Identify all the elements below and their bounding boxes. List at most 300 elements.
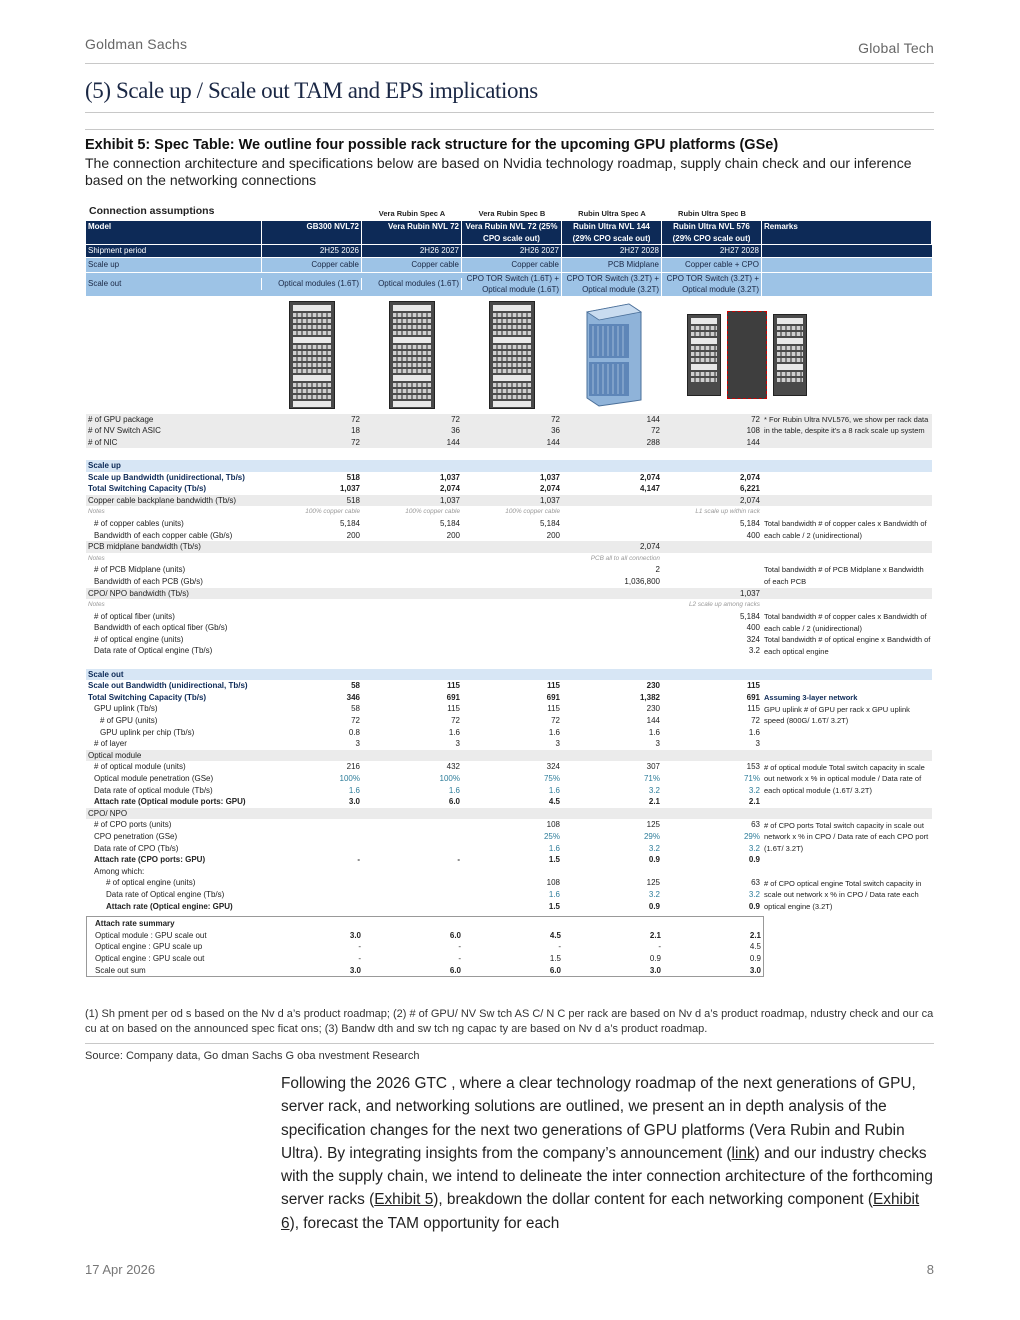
cell-value (362, 576, 462, 588)
cell-value (562, 495, 662, 507)
scale-up-header: Scale up (86, 460, 932, 472)
shipment-cell: 2H27 2028 (562, 245, 662, 257)
cell-value: 1,037 (439, 495, 460, 505)
scaleup-tech-cell: PCB Midplane (562, 258, 662, 272)
cell-value (462, 611, 562, 623)
cell-value: 5,184 (339, 518, 360, 528)
brand-name: Goldman Sachs (85, 36, 188, 52)
cell-value (362, 634, 462, 646)
spec-label: Vera Rubin Spec A (378, 209, 446, 218)
cell-value: 25% (543, 831, 560, 841)
cell-value (362, 541, 462, 553)
cell-value: - (558, 942, 561, 952)
model-cell: Rubin Ultra NVL 144 (29% CPO scale out) (562, 221, 662, 244)
cell-value: 3.2 (748, 646, 760, 656)
cell-value (362, 588, 462, 600)
cell-value: 6,221 (739, 484, 760, 494)
section-title: (5) Scale up / Scale out TAM and EPS implications (85, 78, 538, 103)
cell-value: 3.2 (748, 889, 760, 899)
spec-table (86, 204, 932, 977)
cell-value: 29% (743, 831, 760, 841)
row-label: Notes (88, 601, 105, 609)
row-label: Among which: (94, 866, 145, 876)
cell-value: 3 (555, 739, 560, 749)
cell-value: 324 (546, 762, 560, 772)
cell-value: 691 (446, 692, 460, 702)
cell-value: 432 (446, 762, 460, 772)
cell-value: 1.6 (748, 727, 760, 737)
row-label: Optical module (88, 750, 142, 760)
cell-value: 4,147 (639, 484, 660, 494)
cpo-remark: # of CPO ports Total switch capacity in scale out network x % in CPO / Data rate of each CPO port (1.6T/ 3.2T) (764, 820, 929, 853)
cell-value: - (457, 855, 460, 865)
scaleup-tech-cell: Copper cable (362, 258, 462, 272)
table-row (86, 472, 932, 484)
row-label: Notes (88, 508, 105, 516)
cell-value: 1.6 (548, 843, 560, 853)
cell-value: 518 (346, 495, 360, 505)
cell-value (262, 564, 362, 576)
table-row (86, 541, 932, 553)
pcb-remark: Total bandwidth # of PCB Midplane x Bandwidth of each PCB (764, 564, 924, 586)
cell-value: 200 (546, 530, 560, 540)
cell-value: 1,037 (339, 484, 360, 494)
scaleout-tech-cell: Optical modules (1.6T) (262, 278, 362, 290)
scaleout-tech-cell: CPO TOR Switch (3.2T) + Optical module (3.2T) (562, 273, 662, 296)
cell-value (262, 819, 362, 831)
cell-value: 100% copper cable (405, 508, 460, 516)
cell-value: 71% (643, 774, 660, 783)
row-label: # of CPO ports (units) (94, 820, 172, 830)
cell-value (362, 599, 462, 611)
cell-value (562, 622, 662, 634)
row-label: Optical engine : GPU scale up (95, 942, 203, 952)
row-label: Total Switching Capacity (Tb/s) (88, 692, 207, 702)
connection-assumptions-label: Connection assumptions (89, 205, 215, 217)
cell-value (262, 645, 362, 657)
cell-value (562, 530, 662, 542)
title-divider (85, 112, 934, 113)
cell-value (362, 866, 462, 878)
cell-value: 58 (351, 704, 360, 714)
cell-value: 1,037 (539, 495, 560, 505)
cell-value: 3.2 (648, 889, 660, 899)
row-label: # of optical module (units) (94, 762, 186, 772)
cell-value: 1,382 (639, 692, 660, 702)
row-label: Optical module penetration (GSe) (94, 774, 214, 783)
row-label: # of GPU (units) (100, 716, 158, 726)
cell-value: 200 (346, 530, 360, 540)
model-cell: Vera Rubin NVL 72 (362, 221, 462, 244)
counts-block (86, 414, 932, 449)
cell-value (262, 622, 362, 634)
table-row (87, 930, 763, 942)
cell-value: PCB all to all connection (590, 554, 660, 562)
cell-value: 100% (339, 774, 360, 783)
cell-value: 72 (351, 716, 360, 726)
cell-value: 153 (746, 762, 760, 772)
spec-label: Rubin Ultra Spec A (578, 209, 646, 218)
scaleup-tech-cell: Copper cable (262, 258, 362, 272)
scaleout-tech-label: Scale out (86, 278, 262, 290)
cell-value: 3.2 (648, 843, 660, 853)
cell-value (562, 866, 662, 878)
summary-header: Attach rate summary (95, 919, 175, 929)
cell-value: 4.5 (749, 942, 761, 952)
footer-date: 17 Apr 2026 (85, 1262, 156, 1277)
exhibit-5-link[interactable]: Exhibit 5 (374, 1191, 434, 1209)
cell-value (462, 588, 562, 600)
cell-value: 0.9 (749, 953, 761, 963)
cell-value: 6.0 (549, 965, 561, 975)
row-label: Bandwidth of each copper cable (Gb/s) (94, 530, 233, 540)
row-label: Bandwidth of each PCB (Gb/s) (94, 576, 203, 586)
cell-value (562, 808, 662, 820)
row-label: Scale out sum (95, 965, 146, 975)
cell-value: 115 (547, 704, 560, 714)
exhibit-divider (85, 129, 934, 130)
cell-value: 3.0 (349, 965, 361, 975)
cell-value (662, 553, 762, 565)
cell-value: 2,074 (639, 472, 660, 482)
table-row (86, 750, 932, 762)
row-label: Optical engine : GPU scale out (95, 953, 205, 963)
engine-remark: Total bandwidth # of optical engine x Bandwidth of each optical engine (764, 634, 931, 656)
cell-value: 125 (646, 820, 660, 830)
cell-value: 63 (751, 878, 760, 888)
cell-value: - (458, 942, 461, 952)
cell-value: 115 (447, 681, 460, 691)
cell-value: 2,074 (539, 484, 560, 494)
cell-value (362, 889, 462, 901)
cell-value: 6.0 (449, 965, 461, 975)
cell-value: 5,184 (439, 518, 460, 528)
cell-value: 3.0 (649, 965, 661, 975)
cell-value (262, 808, 362, 820)
cell-value: 71% (743, 774, 760, 783)
cell-value: 518 (346, 472, 360, 482)
table-row (87, 953, 763, 965)
cell-value: 3.0 (349, 930, 361, 940)
table-row (86, 506, 932, 518)
cell-value: 58 (351, 681, 360, 691)
table-row (86, 808, 932, 820)
cell-value (562, 599, 662, 611)
cell-value: 2,074 (639, 542, 660, 552)
row-label: Optical module : GPU scale out (95, 930, 207, 940)
cell-value (262, 843, 362, 855)
model-cell: Rubin Ultra NVL 576 (29% CPO scale out) (662, 221, 762, 244)
cell-value: 5,184 (739, 518, 760, 528)
fiber-remark: Total bandwidth # of copper cales x Bandwidth of each cable / 2 (unidirectional) (764, 611, 927, 633)
cell-value: 1,037 (739, 588, 760, 598)
cell-value: 2.1 (648, 797, 660, 807)
cell-value: 6.0 (448, 797, 460, 807)
shipment-cell: 2H26 2027 (362, 245, 462, 257)
uplink-remark: GPU uplink # of GPU per rack x GPU uplink speed (800G/ 1.6T/ 3.2T) (764, 704, 910, 726)
cell-value: 3.2 (748, 843, 760, 853)
cell-value (562, 634, 662, 646)
cell-value: 1.5 (549, 953, 561, 963)
scale-out-block (86, 669, 932, 912)
cell-value: 3 (655, 739, 660, 749)
row-label: GPU uplink (Tb/s) (94, 704, 158, 714)
count-row: # of GPU package 72 72 72 144 72 (86, 414, 932, 426)
cell-value: 1.6 (648, 727, 660, 737)
cell-value: - (458, 953, 461, 963)
row-label: Total Switching Capacity (Tb/s) (88, 484, 207, 494)
cell-value (662, 750, 762, 762)
cell-value: 4.5 (548, 797, 560, 807)
switch-rack-image (727, 311, 767, 399)
model-cell: Vera Rubin NVL 72 (25% CPO scale out) (462, 221, 562, 244)
cell-value (562, 518, 662, 530)
rack-image (462, 296, 562, 414)
cell-value: 3.2 (748, 785, 760, 795)
cell-value: 0.9 (649, 953, 661, 963)
cell-value (362, 750, 462, 762)
nvl576-rack-group (662, 296, 832, 414)
announcement-link[interactable]: link (731, 1144, 755, 1162)
cell-value (362, 808, 462, 820)
cell-value: 1.6 (448, 785, 460, 795)
cell-value (362, 564, 462, 576)
table-row (87, 965, 763, 977)
remarks-header: Remarks (762, 221, 932, 244)
count-row: # of NV Switch ASIC 18 36 36 72 108 (86, 425, 932, 437)
cell-value (362, 553, 462, 565)
cell-value: - (658, 942, 661, 952)
cell-value: 324 (746, 634, 760, 644)
cell-value: 3.0 (749, 965, 761, 975)
cell-value: 2,074 (739, 472, 760, 482)
model-cell: GB300 NVL72 (262, 221, 362, 244)
cell-value (262, 634, 362, 646)
row-label: Bandwidth of each optical fiber (Gb/s) (94, 623, 228, 633)
cell-value: 1.5 (548, 901, 560, 911)
module-remark: # of optical module Total switch capacity in scale out network x % in optical module / Data rate of each optical module (1.6T/ 3.2T) (764, 762, 925, 795)
rack-image (362, 296, 462, 414)
header-divider (85, 63, 934, 64)
cell-value: - (357, 855, 360, 865)
row-label: # of PCB Midplane (units) (94, 565, 186, 575)
cell-value: 1.6 (548, 785, 560, 795)
cell-value (262, 866, 362, 878)
row-label: GPU uplink per chip (Tb/s) (100, 727, 195, 737)
cell-value (262, 611, 362, 623)
scaleup-tech-row (86, 258, 932, 272)
row-label: Attach rate (Optical engine: GPU) (106, 901, 233, 911)
cell-value: 5,184 (739, 611, 760, 621)
row-label: Attach rate (Optical module ports: GPU) (94, 797, 246, 807)
row-label: Data rate of Optical engine (Tb/s) (94, 646, 213, 656)
exhibit-6-link[interactable]: Exhibit 6 (281, 1191, 920, 1232)
table-notes: (1) Sh pment per od s based on the Nv d a’s product roadmap; (2) # of GPU/ NV Sw tch AS C/ N C per rack are based on Nv d a’s product roadmap, ndustry check and our ca cu at on based on the announced spec ficat ons; (3) Bandw dth and sw tch ng capac ty are based on Nv d a’s product roadmap. (85, 1008, 934, 1035)
scale-up-block (86, 460, 932, 657)
cell-value: 691 (746, 692, 760, 702)
cell-value: 1.6 (548, 727, 560, 737)
cell-value (462, 599, 562, 611)
cell-value (462, 866, 562, 878)
cell-value (362, 843, 462, 855)
scaleup-tech-cell: Copper cable (462, 258, 562, 272)
body-paragraph: Following the 2026 GTC , where a clear technology roadmap of the next generations of GPU, server rack, and networking solutions are outlined, we present an in depth analysis of the specification changes for the next two generations of GPU platforms (Vera Rubin and Rubin Ultra). By integrating insights from the company’s announcement (link) and our industry checks with the supply chain, we intend to delineate the inter connection architecture of the forthcoming server racks (Exhibit 5), breakdown the dollar content for each networking component (Exhibit 6), forecast the TAM opportunity for each (281, 1075, 933, 1232)
table-row (86, 553, 932, 565)
cell-value: 200 (446, 530, 460, 540)
cell-value (362, 645, 462, 657)
rack-images-row (86, 296, 932, 414)
table-row (87, 941, 763, 953)
rack-image (262, 296, 362, 414)
engine-remark: # of CPO optical engine Total switch capacity in scale out network x % in CPO / Data rate each optical engine (3.2T) (764, 878, 922, 911)
cell-value (662, 576, 762, 588)
cell-value: 0.9 (648, 855, 660, 865)
scaleout-tech-cell: CPO TOR Switch (3.2T) + Optical module (3.2T) (662, 273, 762, 296)
cell-value (262, 588, 362, 600)
cell-value: 1.6 (548, 889, 560, 899)
cell-value (662, 564, 762, 576)
cell-value: 1.5 (548, 855, 560, 865)
cell-value (362, 877, 462, 889)
cell-value: 2,074 (739, 495, 760, 505)
shipment-label: Shipment period (86, 245, 262, 257)
cell-value (562, 645, 662, 657)
cell-value: 144 (646, 716, 660, 726)
cell-value: 1.6 (448, 727, 460, 737)
row-label: # of layer (94, 739, 127, 749)
cell-value: 3.0 (348, 797, 360, 807)
cell-value (362, 901, 462, 913)
cell-value: - (358, 953, 361, 963)
page-number: 8 (926, 1262, 934, 1277)
cell-value (262, 750, 362, 762)
row-label: Attach rate (CPO ports: GPU) (94, 855, 206, 865)
spec-label-row (86, 204, 932, 221)
table-row (86, 588, 932, 600)
cell-value: 1,037 (439, 472, 460, 482)
cell-value: 5,184 (539, 518, 560, 528)
row-label: Data rate of CPO (Tb/s) (94, 843, 179, 853)
cell-value: 230 (646, 704, 660, 714)
cell-value (262, 889, 362, 901)
row-label: # of optical engine (units) (94, 634, 184, 644)
cell-value (562, 750, 662, 762)
cell-value: 100% (439, 774, 460, 783)
row-label: Data rate of optical module (Tb/s) (94, 785, 213, 795)
cell-value: 1,037 (539, 472, 560, 482)
cell-value: 115 (747, 704, 760, 714)
cell-value: 3 (455, 739, 460, 749)
cell-value: 2 (655, 565, 660, 575)
cell-value: 0.9 (748, 901, 760, 911)
section-label: Global Tech (858, 40, 934, 56)
cell-value (662, 541, 762, 553)
table-row (86, 738, 932, 750)
cell-value: 2,074 (439, 484, 460, 494)
cell-value (262, 831, 362, 843)
row-label: # of optical engine (units) (106, 878, 196, 888)
cell-value: 3 (755, 739, 760, 749)
kyber-rack-icon (579, 302, 645, 408)
row-label: Data rate of Optical engine (Tb/s) (106, 889, 225, 899)
row-label: # of copper cables (units) (94, 518, 184, 528)
cell-value (462, 541, 562, 553)
cell-value: 4.5 (549, 930, 561, 940)
cell-value: 125 (646, 878, 660, 888)
cell-value: 2.1 (748, 797, 760, 807)
notes-divider (85, 1043, 934, 1044)
cell-value: 0.9 (748, 855, 760, 865)
row-label: PCB midplane bandwidth (Tb/s) (88, 542, 201, 552)
attach-rate-summary (86, 916, 764, 977)
exhibit-title: Exhibit 5: Spec Table: We outline four possible rack structure for the upcoming GPU platforms (GSe) (85, 137, 779, 153)
table-row (86, 796, 932, 808)
cell-value (462, 564, 562, 576)
cell-value: 29% (643, 831, 660, 841)
cell-value: L1 scale up within rack (695, 508, 760, 516)
spec-label: Vera Rubin Spec B (478, 209, 546, 218)
cell-value: 3 (355, 739, 360, 749)
cell-value (462, 808, 562, 820)
spec-label: Rubin Ultra Spec B (678, 209, 746, 218)
cell-value: 100% copper cable (505, 508, 560, 516)
cell-value: 115 (747, 681, 760, 691)
cell-value: 346 (346, 692, 360, 702)
cell-value (462, 576, 562, 588)
cell-value: 0.9 (648, 901, 660, 911)
network-remark: Assuming 3-layer network (764, 692, 858, 702)
cell-value (362, 819, 462, 831)
cell-value (462, 553, 562, 565)
table-row (86, 599, 932, 611)
cell-value (262, 576, 362, 588)
scale-out-header: Scale out (86, 669, 932, 681)
shipment-cell: 2H25 2026 (262, 245, 362, 257)
table-row (86, 680, 932, 692)
cell-value (362, 611, 462, 623)
row-label: # of optical fiber (units) (94, 611, 175, 621)
row-label: CPO/ NPO bandwidth (Tb/s) (88, 588, 189, 598)
row-label: Copper cable backplane bandwidth (Tb/s) (88, 495, 237, 505)
row-label: Scale up Bandwidth (unidirectional, Tb/s) (88, 472, 245, 482)
cell-value: 100% copper cable (305, 508, 360, 516)
scaleup-tech-label: Scale up (86, 258, 262, 272)
cell-value: 216 (346, 762, 360, 772)
cell-value (362, 831, 462, 843)
cell-value (362, 622, 462, 634)
row-label: Notes (88, 554, 105, 562)
shipment-row (86, 245, 932, 257)
cell-value (262, 901, 362, 913)
cell-value: 400 (746, 530, 760, 540)
scaleout-tech-cell: CPO TOR Switch (1.6T) + Optical module (1.6T) (462, 273, 562, 296)
cell-value: 108 (546, 878, 560, 888)
cell-value (262, 599, 362, 611)
copper-remark: Total bandwidth # of copper cales x Bandwidth of each cable / 2 (unidirectional) (764, 518, 927, 540)
cell-value: L2 scale up among racks (688, 601, 760, 609)
cell-value: 115 (447, 704, 460, 714)
shipment-cell: 2H27 2028 (662, 245, 762, 257)
cell-value (262, 877, 362, 889)
source-line: Source: Company data, Go dman Sachs G oba nvestment Research (85, 1050, 420, 1062)
cell-value: 230 (646, 681, 660, 691)
cell-value: 72 (451, 716, 460, 726)
cell-value (662, 808, 762, 820)
cell-value: 75% (543, 774, 560, 783)
cell-value: 3.2 (648, 785, 660, 795)
model-label: Model (86, 221, 262, 244)
cell-value: 72 (751, 716, 760, 726)
